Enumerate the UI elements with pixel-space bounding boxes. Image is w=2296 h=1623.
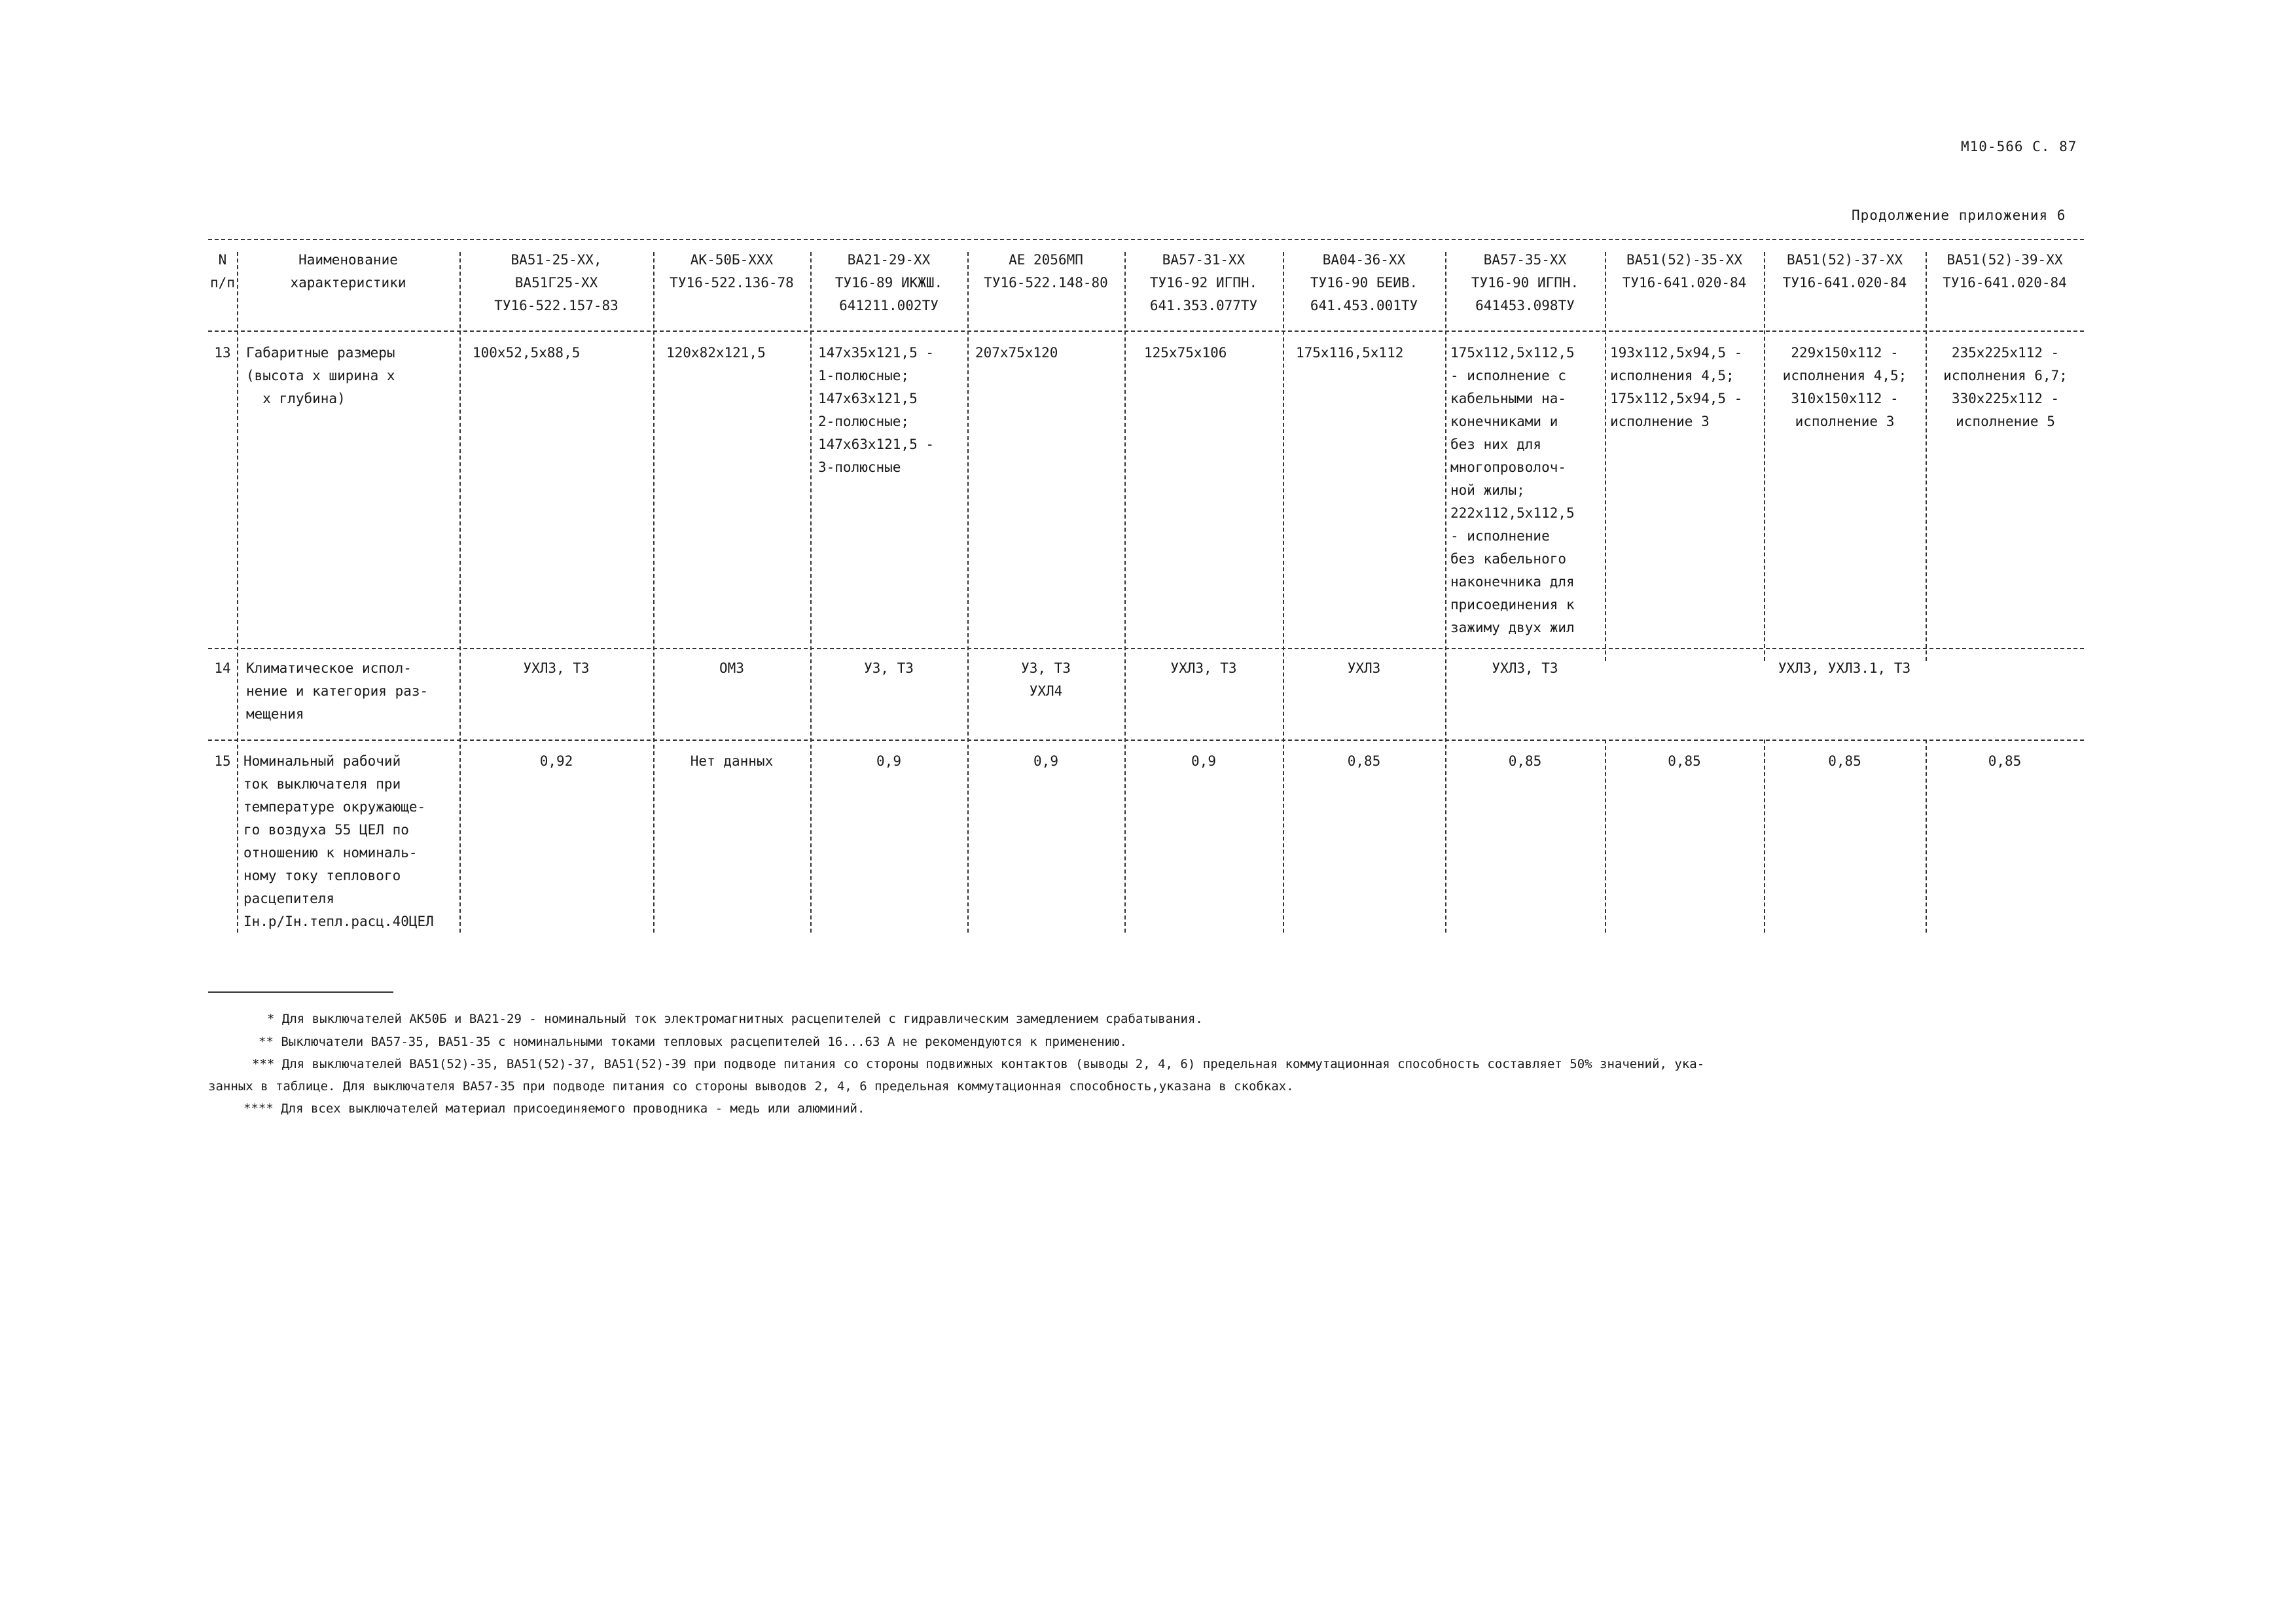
row13-val-9: 229х150х112 - исполнения 4,5; 310х150х112 - исполнение 3 bbox=[1782, 345, 1907, 429]
row13-val-7: 175х112,5х112,5 - исполнение с кабельными на- конечниками и без них для многопроволоч- ной жилы; 222х112,5х112,5 - исполнение без кабельного наконечника для присоединения к зажиму двух жил bbox=[1450, 345, 1575, 635]
header-col-4: АЕ 2056МП ТУ16-522.148-80 bbox=[984, 252, 1108, 291]
col-sep-6 bbox=[1124, 252, 1126, 933]
row13-val-8: 193х112,5х94,5 - исполнения 4,5; 175х112,5х94,5 - исполнение 3 bbox=[1610, 345, 1743, 429]
row13-name: Габаритные размеры (высота х ширина х х глубина) bbox=[246, 345, 395, 406]
row15-val-7: 0,85 bbox=[1508, 753, 1542, 769]
row13-val-4: 207х75х120 bbox=[975, 345, 1058, 361]
col-sep-11 bbox=[1926, 252, 1927, 661]
col-sep-7 bbox=[1283, 252, 1284, 933]
row14-val-3: У3, Т3 bbox=[864, 660, 914, 676]
row13-val-6: 175х116,5х112 bbox=[1296, 345, 1404, 361]
row15-val-5: 0,9 bbox=[1191, 753, 1216, 769]
header-col-5: ВА57-31-ХХ ТУ16-92 ИГПН. 641.353.077ТУ bbox=[1149, 252, 1258, 313]
col-sep-2 bbox=[459, 252, 461, 933]
header-name: Наименование характеристики bbox=[290, 252, 406, 291]
row15-val-3: 0,9 bbox=[876, 753, 901, 769]
row14-val-7: УХЛ3, Т3 bbox=[1492, 660, 1558, 676]
row15-val-4: 0,9 bbox=[1033, 753, 1058, 769]
row13-val-5: 125х75х106 bbox=[1144, 345, 1227, 361]
col-sep-9 bbox=[1605, 252, 1606, 661]
header-num: N п/п bbox=[210, 252, 235, 291]
footnote-4: **** Для всех выключателей материал присоединяемого проводника - медь или алюминий. bbox=[243, 1101, 865, 1116]
row14-val-1: УХЛ3, Т3 bbox=[523, 660, 590, 676]
row15-name: Номинальный рабочий ток выключателя при температуре окружающе- го воздуха 55 ЦЕЛ по отношению к номиналь- ному току теплового расцепителя Iн.р/Iн.тепл.расц.40ЦЕЛ bbox=[243, 753, 434, 929]
page-number: М10-566 С. 87 bbox=[1961, 139, 2077, 154]
header-col-10: ВА51(52)-39-ХХ ТУ16-641.020-84 bbox=[1943, 252, 2067, 291]
header-bottom-rule bbox=[208, 330, 2084, 332]
table-top-rule bbox=[208, 239, 2084, 240]
row13-num: 13 bbox=[214, 345, 231, 361]
footnote-3: *** Для выключателей ВА51(52)-35, ВА51(52)-37, ВА51(52)-39 при подводе питания со стороны подвижных контактов (выводы 2, 4, 6) предельная коммутационная способность составляет 50% значений, ука- bbox=[252, 1057, 1705, 1071]
col-sep-10 bbox=[1764, 252, 1765, 661]
footnote-3-cont: занных в таблице. Для выключателя ВА57-35 при подводе питания со стороны выводов 2, 4, 6 предельная коммутационная способность,указана в скобках. bbox=[208, 1079, 1294, 1094]
row13-val-2: 120х82х121,5 bbox=[666, 345, 766, 361]
row14-val-2: ОМ3 bbox=[719, 660, 744, 676]
col-sep-4 bbox=[810, 252, 812, 933]
footnote-separator bbox=[208, 991, 393, 993]
row13-val-10: 235х225х112 - исполнения 6,7; 330х225х112 - исполнение 5 bbox=[1943, 345, 2068, 429]
col-sep-3 bbox=[653, 252, 655, 933]
row14-val-4: У3, Т3 УХЛ4 bbox=[1021, 660, 1071, 699]
header-col-6: ВА04-36-ХХ ТУ16-90 БЕИВ. 641.453.001ТУ bbox=[1310, 252, 1418, 313]
footnote-1: * Для выключателей АК50Б и ВА21-29 - номинальный ток электромагнитных расцепителей с гидравлическим замедлением срабатывания. bbox=[267, 1012, 1203, 1026]
row15-val-8: 0,85 bbox=[1668, 753, 1701, 769]
row15-val-1: 0,92 bbox=[539, 753, 573, 769]
row15-num: 15 bbox=[214, 753, 231, 769]
row14-val-5: УХЛ3, Т3 bbox=[1170, 660, 1237, 676]
header-col-9: ВА51(52)-37-ХХ ТУ16-641.020-84 bbox=[1782, 252, 1907, 291]
continuation-label: Продолжение приложения 6 bbox=[1852, 207, 2066, 223]
row13-val-1: 100х52,5х88,5 bbox=[473, 345, 581, 361]
row15-val-2: Нет данных bbox=[690, 753, 774, 769]
row15-val-6: 0,85 bbox=[1347, 753, 1381, 769]
header-col-7: ВА57-35-ХХ ТУ16-90 ИГПН. 641453.098ТУ bbox=[1471, 252, 1579, 313]
header-col-3: ВА21-29-ХХ ТУ16-89 ИКЖШ. 641211.002ТУ bbox=[834, 252, 943, 313]
row15-val-10: 0,85 bbox=[1988, 753, 2022, 769]
row14-merged-value: УХЛ3, УХЛ3.1, Т3 bbox=[1778, 660, 1911, 676]
header-col-8: ВА51(52)-35-ХХ ТУ16-641.020-84 bbox=[1622, 252, 1747, 291]
col-sep-8 bbox=[1445, 252, 1446, 933]
col-sep-5 bbox=[967, 252, 969, 933]
footnote-2: ** Выключатели ВА57-35, ВА51-35 с номинальными токами тепловых расцепителей 16...63 А не рекомендуются к применению. bbox=[259, 1035, 1127, 1049]
col-sep-1 bbox=[237, 252, 238, 933]
row14-name: Климатическое испол- нение и категория раз- мещения bbox=[246, 660, 429, 722]
row14-num: 14 bbox=[214, 660, 231, 676]
row13-bottom-rule bbox=[208, 648, 2084, 649]
row15-val-9: 0,85 bbox=[1828, 753, 1861, 769]
row13-val-3: 147х35х121,5 - 1-полюсные; 147х63х121,5 2-полюсные; 147х63х121,5 - 3-полюсные bbox=[818, 345, 935, 475]
row14-val-6: УХЛ3 bbox=[1347, 660, 1381, 676]
header-col-1: ВА51-25-ХХ, ВА51Г25-ХХ ТУ16-522.157-83 bbox=[494, 252, 619, 313]
row14-bottom-rule bbox=[208, 740, 2084, 741]
header-col-2: АК-50Б-ХХХ ТУ16-522.136-78 bbox=[670, 252, 794, 291]
